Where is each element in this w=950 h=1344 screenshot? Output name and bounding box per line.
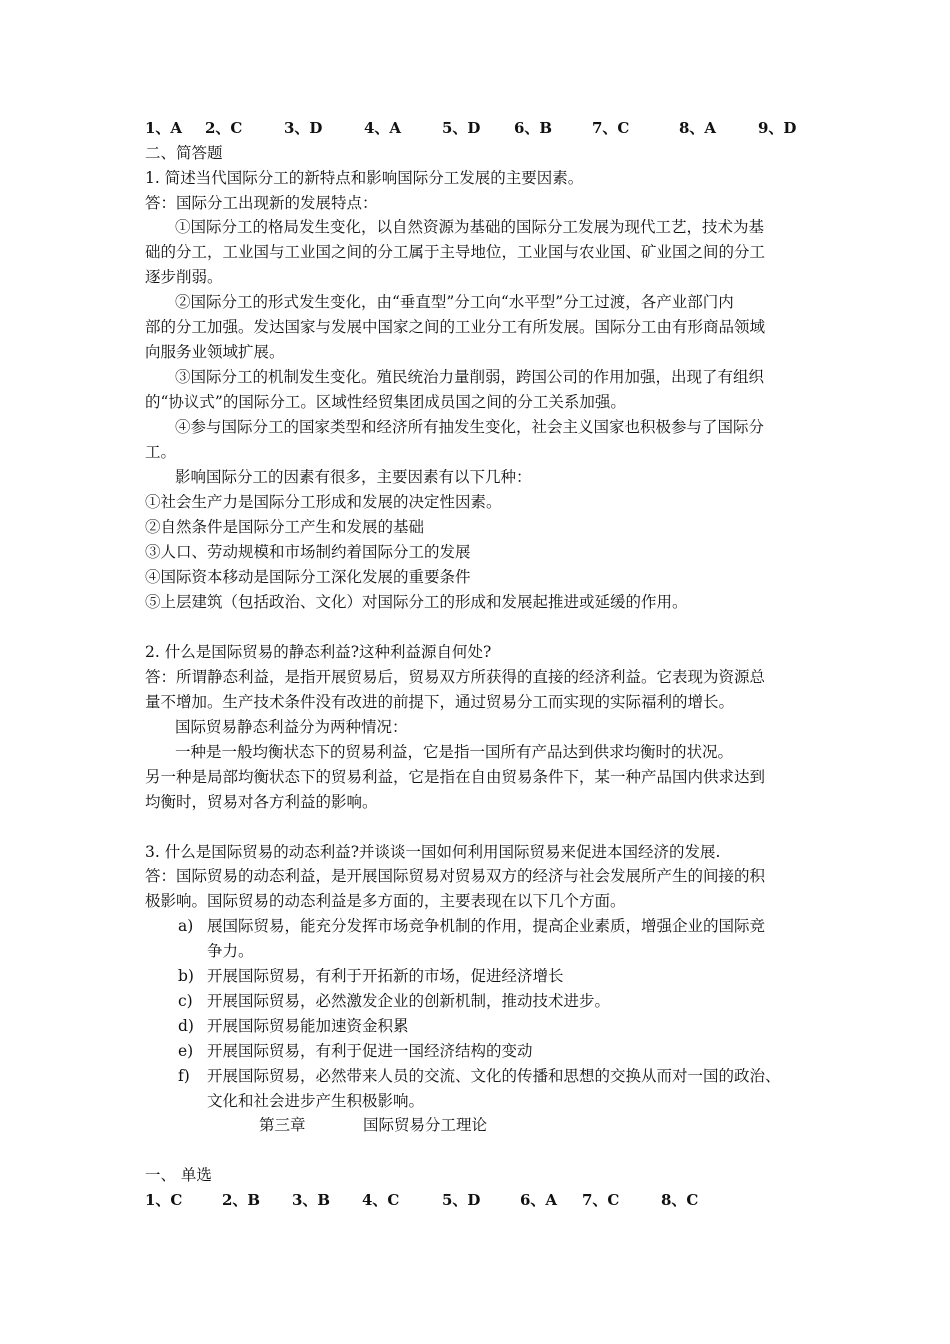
answer-text-line: ④参与国际分工的国家类型和经济所有抽发生变化，社会主义国家也积极参与了国际分 (175, 418, 765, 436)
answer-4: 4、C (362, 1191, 400, 1209)
question-2: 2. 什么是国际贸易的静态利益?这种利益源自何处? (145, 643, 492, 661)
list-item-text: 开展国际贸易，有利于促进一国经济结构的变动 (207, 1042, 533, 1060)
answer-key-row-1 (145, 116, 825, 141)
chapter-number: 第三章 (259, 1116, 306, 1134)
answer-text-line: 影响国际分工的因素有很多，主要因素有以下几种： (175, 468, 532, 486)
answer-text-line: 答：所谓静态利益，是指开展贸易后，贸易双方所获得的直接的经济利益。它表现为资源总 (145, 668, 766, 686)
answer-7: 7、C (582, 1191, 620, 1209)
answer-9: 9、D (758, 119, 797, 137)
answer-text-line: ④国际资本移动是国际分工深化发展的重要条件 (145, 568, 471, 586)
answer-text-line: ①国际分工的格局发生变化，以自然资源为基础的国际分工发展为现代工艺，技术为基 (175, 218, 765, 236)
section-heading-short-answer: 二、简答题 (145, 144, 223, 162)
answer-text-line: ⑤上层建筑（包括政治、文化）对国际分工的形成和发展起推进或延缓的作用。 (145, 593, 688, 611)
answer-text-line: 答：国际分工出现新的发展特点： (145, 194, 378, 212)
question-1: 1. 简述当代国际分工的新特点和影响国际分工发展的主要因素。 (145, 169, 584, 187)
answer-text-line: ①社会生产力是国际分工形成和发展的决定性因素。 (145, 493, 502, 511)
answer-text-line: 量不增加。生产技术条件没有改进的前提下，通过贸易分工而实现的实际福利的增长。 (145, 693, 735, 711)
answer-text-line: 础的分工，工业国与工业国之间的分工属于主导地位，工业国与农业国、矿业国之间的分工 (145, 243, 766, 261)
question-3: 3. 什么是国际贸易的动态利益?并谈谈一国如何利用国际贸易来促进本国经济的发展. (145, 843, 721, 861)
answer-text-line: 一种是一般均衡状态下的贸易利益，它是指一国所有产品达到供求均衡时的状况。 (175, 743, 734, 761)
list-item-label: a) (178, 917, 194, 935)
answer-6: 6、B (514, 119, 553, 137)
answer-6: 6、A (520, 1191, 558, 1209)
answer-text-line: 的“协议式”的国际分工。区域性经贸集团成员国之间的分工关系加强。 (145, 393, 626, 411)
answer-4: 4、A (364, 119, 402, 137)
list-item-label: e) (178, 1042, 194, 1060)
list-item-label: b) (178, 967, 194, 985)
answer-text-line: 极影响。国际贸易的动态利益是多方面的，主要表现在以下几个方面。 (145, 892, 626, 910)
list-item-text: 文化和社会进步产生积极影响。 (207, 1092, 425, 1110)
answer-text-line: 向服务业领域扩展。 (145, 343, 285, 361)
chapter-title: 国际贸易分工理论 (363, 1116, 488, 1134)
answer-text-line: ②自然条件是国际分工产生和发展的基础 (145, 518, 425, 536)
answer-text-line: 部的分工加强。发达国家与发展中国家之间的工业分工有所发展。国际分工由有形商品领域 (145, 318, 766, 336)
list-item-label: f) (178, 1067, 190, 1085)
list-item-text: 开展国际贸易，必然带来人员的交流、文化的传播和思想的交换从而对一国的政治、 (207, 1067, 781, 1085)
answer-5: 5、D (442, 1191, 481, 1209)
list-item-text: 开展国际贸易能加速资金积累 (207, 1017, 409, 1035)
answer-7: 7、C (592, 119, 630, 137)
answer-3: 3、B (292, 1191, 331, 1209)
list-item-text: 开展国际贸易，必然激发企业的创新机制，推动技术进步。 (207, 992, 611, 1010)
answer-text-line: ③人口、劳动规模和市场制约着国际分工的发展 (145, 543, 471, 561)
list-item-text: 展国际贸易，能充分发挥市场竞争机制的作用，提高企业素质，增强企业的国际竞 (207, 917, 766, 935)
answer-text-line: ②国际分工的形式发生变化，由“垂直型”分工向“水平型”分工过渡，各产业部门内 (175, 293, 734, 311)
answer-text-line: ③国际分工的机制发生变化。殖民统治力量削弱，跨国公司的作用加强，出现了有组织 (175, 368, 765, 386)
answer-8: 8、A (679, 119, 717, 137)
answer-2: 2、B (222, 1191, 261, 1209)
answer-text-line: 逐步削弱。 (145, 268, 223, 286)
answer-1: 1、A (145, 119, 183, 137)
answer-key-row-2 (145, 1188, 745, 1213)
list-item-label: c) (178, 992, 193, 1010)
answer-text-line: 工。 (145, 443, 177, 461)
answer-8: 8、C (661, 1191, 699, 1209)
answer-text-line: 答：国际贸易的动态利益，是开展国际贸易对贸易双方的经济与社会发展所产生的间接的积 (145, 867, 766, 885)
answer-2: 2、C (205, 119, 243, 137)
list-item-label: d) (178, 1017, 194, 1035)
list-item-text: 争力。 (207, 942, 254, 960)
answer-text-line: 国际贸易静态利益分为两种情况： (175, 718, 408, 736)
section-heading-single-choice: 一、 单选 (145, 1166, 212, 1184)
answer-1: 1、C (145, 1191, 183, 1209)
list-item-text: 开展国际贸易，有利于开拓新的市场，促进经济增长 (207, 967, 564, 985)
answer-3: 3、D (284, 119, 323, 137)
answer-text-line: 另一种是局部均衡状态下的贸易利益，它是指在自由贸易条件下，某一种产品国内供求达到 (145, 768, 766, 786)
answer-5: 5、D (442, 119, 481, 137)
answer-text-line: 均衡时，贸易对各方利益的影响。 (145, 793, 378, 811)
